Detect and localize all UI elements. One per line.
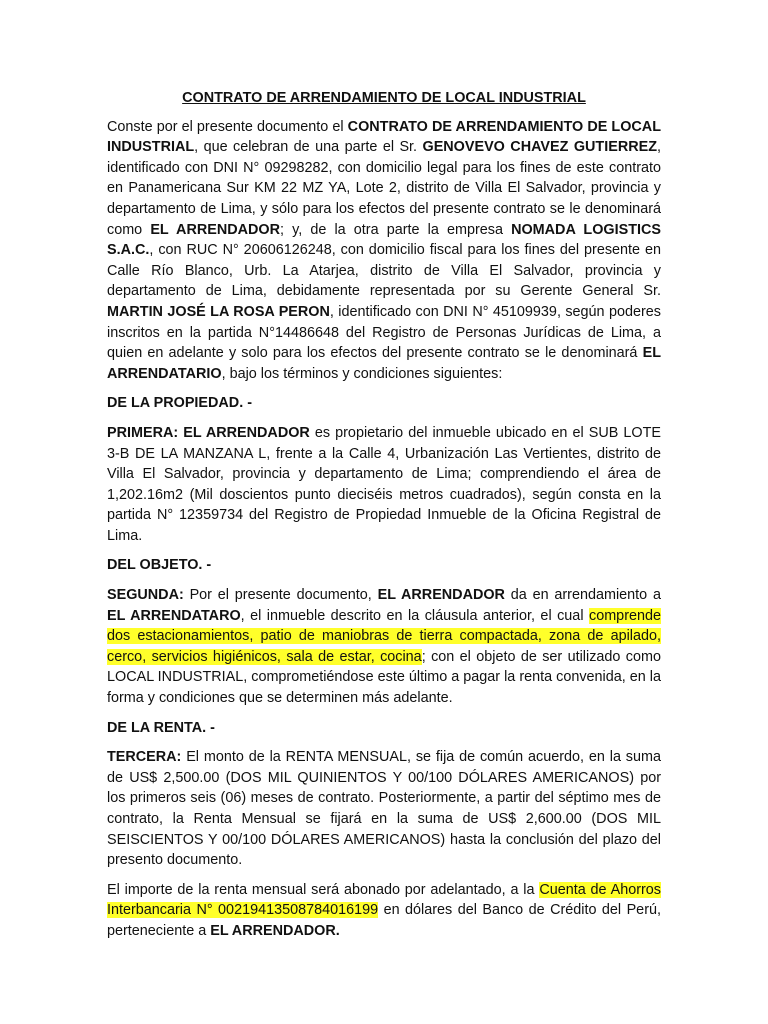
representative-name-bold: MARTIN JOSÉ LA ROSA PERON [107, 303, 330, 320]
contract-name-bold: CONTRATO DE ARRENDAMIENTO DE LOCAL INDUSTRIAL [107, 118, 661, 156]
payment-text-1: El importe de la renta mensual será abonado por adelantado, a la [107, 881, 540, 898]
clause-tercera [107, 747, 661, 871]
heading-objeto: DEL OBJETO. - [107, 557, 212, 574]
clause-segunda-text-4: ; con el objeto de ser utilizado como LOCAL INDUSTRIAL, comprometiéndose este último a pagar la renta convenida, en la forma y condiciones que se determinen más adelante. [107, 648, 661, 707]
highlighted-account-number: Cuenta de Ahorros Interbancaria N° 00219413508784016199 [107, 881, 661, 919]
intro-text-7: , bajo los términos y condiciones siguientes: [221, 365, 503, 382]
clause-segunda-label: SEGUNDA: [107, 587, 184, 604]
heading-propiedad: DE LA PROPIEDAD. - [107, 395, 252, 412]
clause-segunda-text-2: da en arrendamiento a [504, 587, 661, 604]
clause-primera-text: es propietario del inmueble ubicado en el SUB LOTE 3-B DE LA MANZANA L, frente a la Calle 4, Urbanización Las Vertientes, distrito de Villa El Salvador, provincia y departamento de Lima; comprendiendo el área de 1,202.16m2 (Mil doscientos punto dieciséis metros cuadrados), según consta en la partida N° 12359734 del Registro de Propiedad Inmueble de la Oficina Registral de Lima. [107, 424, 661, 544]
arrendataro-term-bold: EL ARRENDATARO [107, 607, 241, 624]
payment-text-2: en dólares del Banco de Crédito del Perú, perteneciente a [107, 902, 661, 939]
arrendador-term-bold: EL ARRENDADOR [150, 221, 280, 238]
intro-text-5: , con RUC N° 20606126248, con domicilio fiscal para los fines del presente en Calle Río Blanco, Urb. La Atarjea, distrito de Villa El Salvador, provincia y departamento de Lima, debidamente representada por su Gerente General Sr. [107, 242, 661, 300]
clause-primera-label: PRIMERA: EL ARRENDADOR [107, 424, 310, 441]
intro-text-2: , que celebran de una parte el Sr. [194, 139, 423, 156]
lessor-name-bold: GENOVEVO CHAVEZ GUTIERREZ [422, 139, 657, 156]
intro-text-1: Conste por el presente documento el [107, 118, 348, 135]
highlighted-amenities: comprende dos estacionamientos, patio de maniobras de tierra compactada, zona de apilado, cerco, servicios higiénicos, sala de estar, cocina [107, 607, 661, 665]
company-name-bold: NOMADA LOGISTICS S.A.C. [107, 221, 661, 259]
intro-text-3: , identificado con DNI N° 09298282, con domicilio legal para los fines de este contrato en Panamericana Sur KM 22 MZ YA, Lote 2, distrito de Villa El Salvador, provincia y departamento de Lima, y sólo para los efectos del presente contrato se le denominará como [107, 139, 661, 238]
clause-primera [107, 423, 661, 547]
payment-paragraph [107, 880, 661, 942]
intro-paragraph [107, 117, 661, 385]
clause-tercera-text: El monto de la RENTA MENSUAL, se fija de común acuerdo, en la suma de US$ 2,500.00 (DOS MIL QUINIENTOS Y 00/100 DÓLARES AMERICANOS) por los primeros seis (06) meses de contrato. Posteriormente, a partir del séptimo mes de contrato, la Renta Mensual se fijará en la suma de US$ 2,600.00 (DOS MIL SEISCIENTOS Y 00/100 DÓLARES AMERICANOS) hasta la conclusión del plazo del presento documento. [107, 749, 661, 869]
document-title: CONTRATO DE ARRENDAMIENTO DE LOCAL INDUSTRIAL [182, 90, 586, 106]
clause-segunda-text-1: Por el presente documento, [183, 587, 378, 604]
arrendador-term-bold: EL ARRENDADOR [377, 587, 505, 604]
clause-segunda [107, 585, 661, 709]
arrendatario-term-bold: EL ARRENDATARIO [107, 345, 661, 382]
intro-text-4: ; y, de la otra parte la empresa [279, 221, 512, 238]
clause-tercera-label: TERCERA: [107, 749, 182, 766]
clause-segunda-text-3: , el inmueble descrito en la cláusula anterior, el cual [240, 607, 589, 624]
heading-renta: DE LA RENTA. - [107, 719, 215, 736]
arrendador-term-bold: EL ARRENDADOR. [210, 922, 340, 939]
intro-text-6: , identificado con DNI N° 45109939, según poderes inscritos en la partida N°14486648 del Registro de Personas Jurídicas de Lima, a quien en adelante y solo para los efectos del presente contrato se le denominará [107, 303, 661, 362]
